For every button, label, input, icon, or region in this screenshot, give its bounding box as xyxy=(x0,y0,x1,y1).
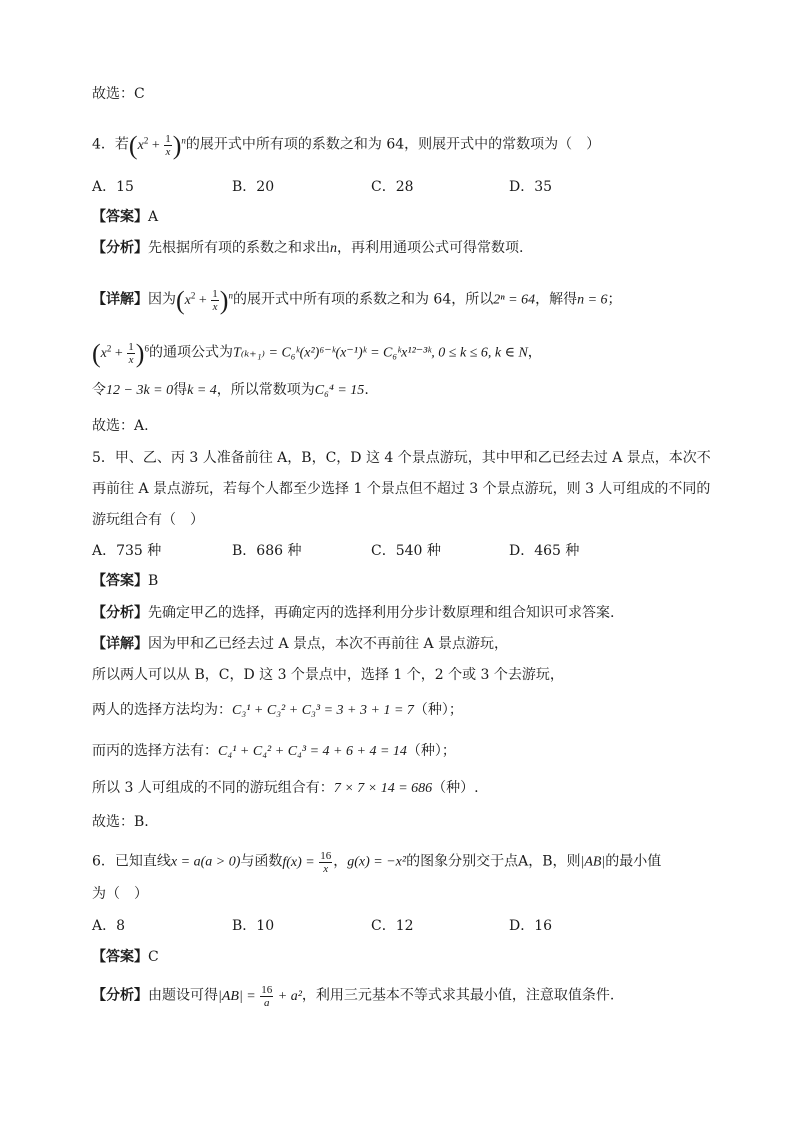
q4-analysis: 【分析】先根据所有项的系数之和求出n，再利用通项公式可得常数项. xyxy=(92,240,524,256)
q5-detail-line5: 所以 3 人可组成的不同的游玩组合有：7 × 7 × 14 = 686（种）. xyxy=(92,780,479,796)
q5-analysis: 【分析】先确定甲乙的选择，再确定丙的选择利用分步计数原理和组合知识可求答案. xyxy=(92,605,615,621)
q4-stem xyxy=(92,130,600,158)
q4-conclusion: 故选：A. xyxy=(92,418,149,434)
q6-answer-value: C xyxy=(148,949,159,965)
q4-stem-expression: ($x^2$ + $\frac{1}{x}$ )$^n$ xyxy=(128,130,186,160)
q5-stem-line3: 游玩组合有（ ） xyxy=(92,512,204,528)
q6-option-a: A．8 xyxy=(92,918,126,934)
q6-analysis: 【分析】由题设可得|AB| = $\frac{16}{a}$ + a²，利用三元基本不等式求其最小值，注意取值条件. xyxy=(92,984,615,1009)
q6-answer: 【答案】C xyxy=(92,949,159,965)
q6-option-b: B．10 xyxy=(232,918,275,934)
q5-option-d: D．465 种 xyxy=(509,543,580,559)
q5-detail-line4: 而丙的选择方法有：C₄¹ + C₄² + C₄³ = 4 + 6 + 4 = 14（种）； xyxy=(92,743,456,759)
q4-answer: 【答案】A xyxy=(92,209,159,225)
q4-stem-prefix: 4．若 xyxy=(92,136,129,153)
q5-detail-line2: 所以两人可以从 B，C，D 这 3 个景点中，选择 1 个，2 个或 3 个去游玩， xyxy=(92,667,564,683)
q5-detail: 【详解】因为甲和乙已经去过 A 景点，本次不再前往 A 景点游玩， xyxy=(92,636,509,652)
q5-option-b: B．686 种 xyxy=(232,543,302,559)
q6-option-c: C．12 xyxy=(371,918,414,934)
q5-option-c: C．540 种 xyxy=(371,543,441,559)
q5-stem-line2: 再前往 A 景点游玩，若每个人都至少选择 1 个景点但不超过 3 个景点游玩，则 3 人可组成的不同的 xyxy=(92,481,711,497)
q4-option-a: A．15 xyxy=(92,179,134,195)
q5-option-a: A．735 种 xyxy=(92,543,162,559)
q4-detail: 【详解】因为($x^2$ + $\frac{1}{x}$ )$^n$的展开式中所有项的系数之和为 64，所以2ⁿ = 64，解得n = 6； xyxy=(92,285,622,315)
q4-let-line: 令12 − 3k = 0得k = 4，所以常数项为C₆⁴ = 15. xyxy=(92,382,369,398)
q5-answer: 【答案】B xyxy=(92,573,159,589)
q6-stem: 6．已知直线x = a(a > 0)与函数f(x) = $\frac{16}{x}$ ，g(x) = −x²的图象分别交于点A，B，则|AB|的最小值 xyxy=(92,850,662,875)
q5-detail-line3: 两人的选择方法均为：C₃¹ + C₃² + C₃³ = 3 + 3 + 1 = 7（种）； xyxy=(92,702,463,718)
q4-option-b: B．20 xyxy=(232,179,275,195)
q4-option-c: C．28 xyxy=(371,179,414,195)
q5-answer-value: B xyxy=(148,573,159,589)
q3-conclusion: 故选：C xyxy=(92,86,145,102)
q4-stem-suffix: 的展开式中所有项的系数之和为 64，则展开式中的常数项为（ ） xyxy=(185,136,601,153)
q6-option-d: D．16 xyxy=(509,918,553,934)
q4-option-d: D．35 xyxy=(509,179,553,195)
q4-general-term: ($x^2$ + $\frac{1}{x}$ )$^6$的通项公式为T₍ₖ₊₁₎ = C₆ᵏ(x²)⁶⁻ᵏ(x⁻¹)ᵏ = C₆ᵏx¹²⁻³ᵏ, 0 ≤ k ≤ 6, k ∈ N， xyxy=(92,338,542,368)
q5-stem-line1: 5．甲、乙、丙 3 人准备前往 A，B，C，D 这 4 个景点游玩，其中甲和乙已经去过 A 景点，本次不 xyxy=(92,450,711,466)
q4-answer-value: A xyxy=(148,209,159,225)
q5-conclusion: 故选：B. xyxy=(92,814,149,830)
q6-stem-line2: 为（ ） xyxy=(92,886,148,902)
